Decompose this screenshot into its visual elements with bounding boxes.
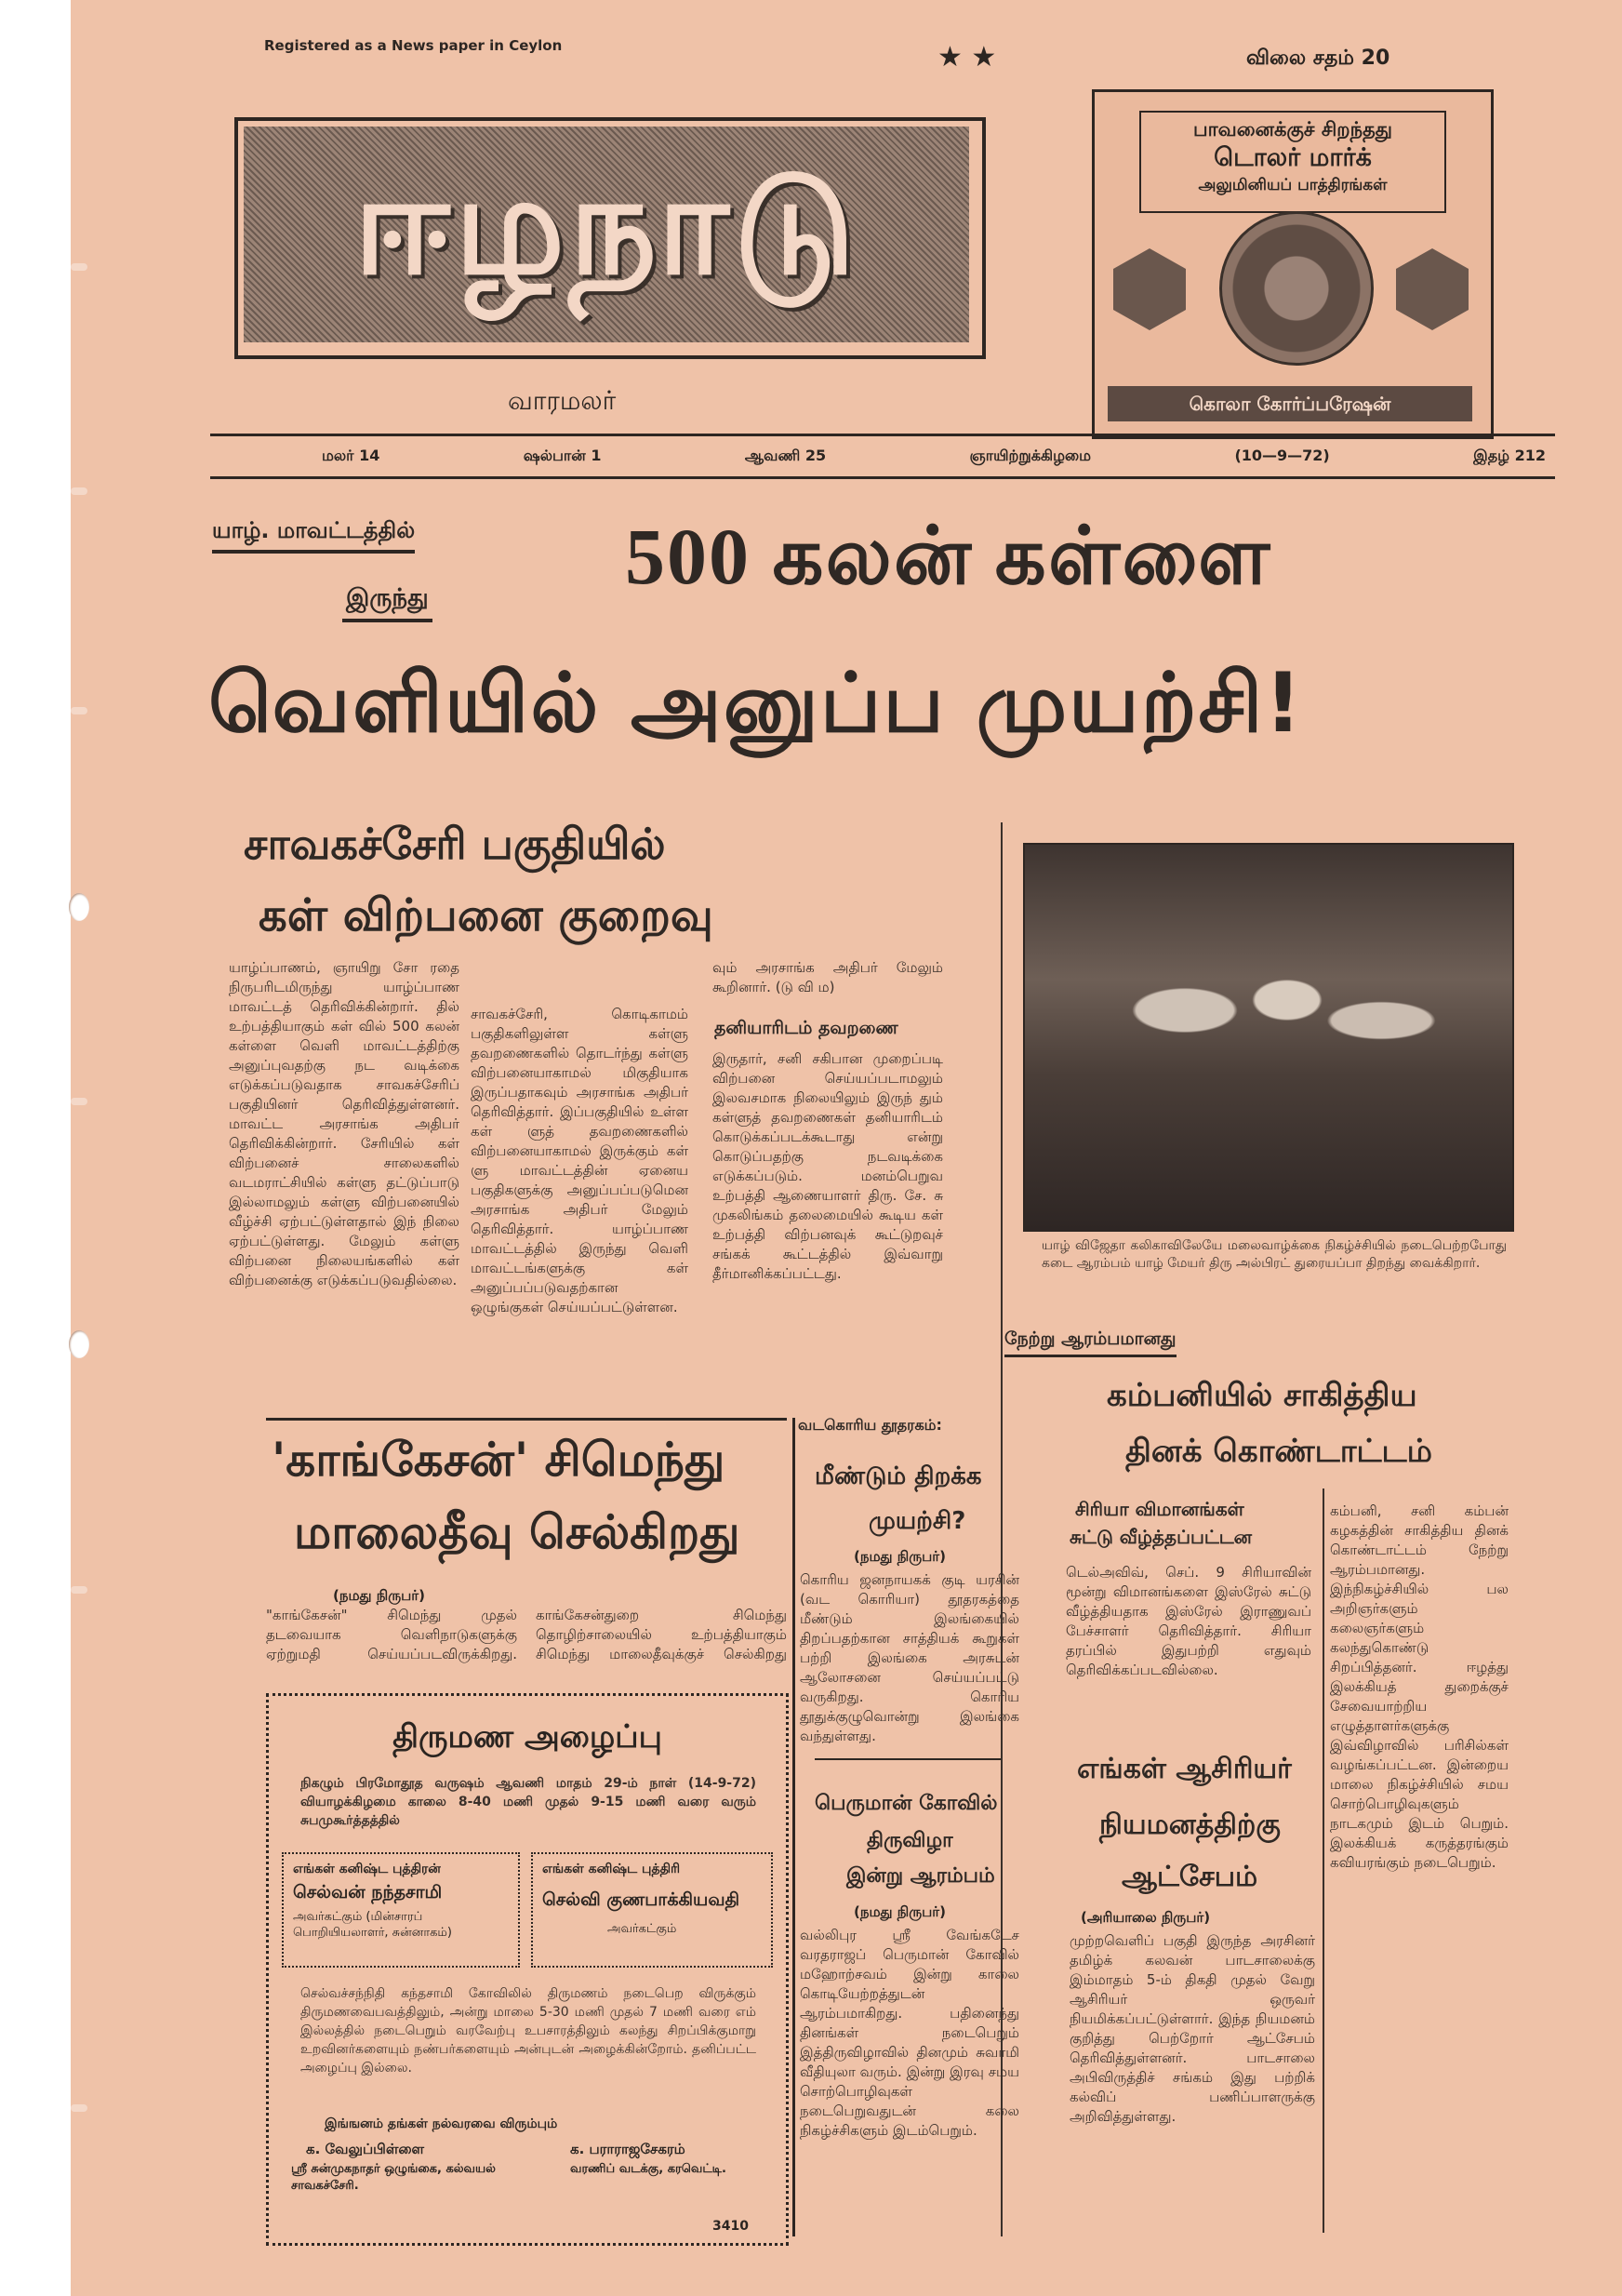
wedding-signer-1-place: ஸ்ரீ சுன்முகநாதர் ஒழுங்கை, கல்வயல் சாவகச்சேரி. — [291, 2162, 496, 2193]
rule — [266, 1418, 787, 1421]
masthead-block — [244, 127, 969, 342]
story-nk-headline-1: மீண்டும் திறக்க — [815, 1462, 982, 1490]
binder-notch — [71, 2104, 87, 2112]
ad-headline-box — [1139, 111, 1446, 213]
story-1-column-3b: இருதார், சனி சகிபான முறைப்படி விற்பனை செய்யப்படாமலும் இலவசமாக நிலையிலும் இருந் தும் கள்ளுத் தவறணைகள் தனியாரிடம் கொடுக்கப்படக்கூடாது என்று கொடுப்பதற்கு நடவடிக்கை எடுக்கப்படும். மனம்பெறுவ உற்பத்தி ஆணையாளர் திரு. சே. சு முகலிங்கம் தலைமையில் கூடிய கள் உற்பத்தி விற்பனவுக் கூட்டுறவுச் சங்கக் கூட்டத்தில் இவ்வாறு தீர்மானிக்கப்பட்டது. — [712, 1050, 943, 1282]
wedding-sign-label: இங்ஙனம் தங்கள் நல்வரவை விரும்பும் — [325, 2116, 558, 2131]
story-1-column-2: சாவகச்சேரி, கொடிகாமம் பகுதிகளிலுள்ள கள்ளு தவறணைகளில் தொடர்ந்து கள்ளு விற்பனையாகாமல் மிகுதியாக இருப்பதாகவும் அரசாங்க அதிபர் தெரிவித்தார். இப்பகுதியில் உள்ள கள் ளுத் தவறணைகளில் விற்பனையாகாமல் இருக்கும் கள் ளு மாவட்டத்தின் ஏனைய பகுதிகளுக்கு அனுப்பப்படுமென அரசாங்க அதிபர் மேலும் தெரிவித்தார். யாழ்ப்பாண மாவட்டத்தில் இருந்து வெளி மாவட்டங்களுக்கு கள் அனுப்பப்படுவதற்கான ஒழுங்குகள் செய்யப்பட்டுள்ளன. — [471, 1006, 688, 1315]
binder-notch — [71, 1586, 87, 1594]
ad-kettle-icon — [1396, 248, 1469, 330]
story-1-column-1: யாழ்ப்பாணம், ஞாயிறு சோ ரதை நிருபரிடமிருந்து யாழ்ப்பாண மாவட்டத் தெரிவிக்கின்றார். தில் உற்பத்தியாகும் கள் வில் 500 கலன் கள்ளை வெளி மாவட்டத்திற்கு அனுப்புவதற்கு நட வடிக்கை எடுக்கப்படுவதாக சாவகச்சேரிப் பகுதியினர் தெரிவித்துள்ளனர். மாவட்ட அரசாங்க அதிபர் தெரிவிக்கின்றார். சேரியில் கள் விற்பனைச் சாலைகளில் வடமராட்சியில் கள்ளு தட்டுப்பாடு இல்லாமலும் கள்ளு விற்பனையில் வீழ்ச்சி ஏற்பட்டுள்ளதால் இந் நிலை ஏற்பட்டுள்ளது. மேலும் கள்ளு விற்பனை நிலையங்களில் கள் விற்பனைக்கு எடுக்கப்படுவதில்லை. — [229, 959, 459, 1288]
column-divider — [1323, 1488, 1324, 2233]
groom-label: எங்கள் கனிஷ்ட புத்திரன் — [293, 1862, 441, 1876]
groom-box — [282, 1852, 520, 1968]
masthead-subtitle: வாரமலர் — [508, 385, 617, 416]
wedding-intro: நிகழும் பிரமோதூத வருஷம் ஆவணி மாதம் 29-ம் நாள் (14-9-72) வியாழக்கிழமை காலை 8-40 மணி முதல் 9-15 மணி வரை வரும் சுபமுகூர்த்தத்தில் — [300, 1776, 756, 1828]
lead-headline-2: வெளியில் அனுப்ப முயற்சி! — [208, 655, 1304, 751]
wedding-body: செல்வச்சந்நிதி கந்தசாமி கோவிலில் திருமணம் நடைபெற விருக்கும் திருமணவைபவத்திலும், அன்று மாலை 5-30 மணி முதல் 7 மணி வரை எம் இல்லத்தில் நடைபெறும் வரவேற்பு உபசாரத்திலும் கலந்து சிறப்பிக்குமாறு உறவினர்களையும் நண்பர்களையும் அன்புடன் அழைக்கின்றோம். தனிப்பட்ட அழைப்பு இல்லை. — [300, 1986, 756, 2076]
story-1-headline-1: சாவகச்சேரி பகுதியில் — [244, 819, 666, 869]
bride-label: எங்கள் கனிஷ்ட புத்திரி — [542, 1862, 681, 1876]
dateline-volume: மலர் 14 — [322, 447, 380, 464]
binder-notch — [71, 263, 87, 271]
star-ornaments: ★ ★ — [937, 41, 997, 73]
advertisement — [1092, 89, 1494, 439]
ad-footer: கொலா கோர்ப்பரேஷன் — [1108, 386, 1472, 421]
story-temple-headline-2: திருவிழா — [867, 1829, 953, 1852]
story-temple-headline-3: இன்று ஆரம்பம் — [846, 1864, 995, 1888]
wedding-signer-2-name: க. பராராஜசேகரம் — [570, 2141, 685, 2157]
story-nk-headline-2: முயற்சி? — [869, 1507, 966, 1535]
story-planes-headline-2: சுட்டு வீழ்த்தப்பட்டன — [1070, 1526, 1253, 1548]
story-cement-headline-2: மாலைதீவு செல்கிறது — [294, 1505, 740, 1559]
story-1-headline-2: கள் விற்பனை குறைவு — [259, 889, 713, 941]
binder-notch — [71, 1098, 87, 1105]
wedding-signer-1-name: க. வேலுப்பிள்ளை — [306, 2141, 425, 2157]
binder-notch — [71, 487, 87, 495]
dateline-tamil-date: ஆவணி 25 — [744, 447, 827, 464]
dateline — [210, 447, 1555, 466]
bride-box — [531, 1852, 773, 1968]
ad-emblem-icon — [1219, 211, 1374, 366]
story-jubilee-headline-2: தினக் கொண்டாட்டம் — [1125, 1433, 1432, 1470]
story-planes-text: டெல்அவிவ், செப். 9 சிரியாவின் மூன்று விமானங்களை இஸ்ரேல் சுட்டு வீழ்த்தியதாக இஸ்ரேல் இராணுவப் பேச்சாளர் தெரிவித்தார். சிரியா தரப்பில் இதுபற்றி எதுவும் தெரிவிக்கப்படவில்லை. — [1066, 1564, 1311, 1678]
groom-name: செல்வன் நந்தசாமி — [293, 1882, 443, 1902]
lead-kicker-2: இருந்து — [342, 584, 432, 622]
dateline-day: ஞாயிற்றுக்கிழமை — [969, 447, 1091, 464]
dateline-number: இதழ் 212 — [1473, 447, 1546, 464]
story-teachers-byline: (அரியாலை நிருபர்) — [1081, 1909, 1211, 1926]
story-planes-headline-1: சிரியா விமானங்கள் — [1075, 1498, 1244, 1520]
ad-pot-icon — [1113, 248, 1186, 330]
rule — [815, 1758, 1001, 1760]
story-teachers-headline-3: ஆட்சேபம் — [1122, 1861, 1258, 1893]
dateline-issue: ஷல்பான் 1 — [523, 447, 602, 464]
bride-name: செல்வி குணபாக்கியவதி — [542, 1889, 740, 1910]
wedding-ad-code: 3410 — [712, 2219, 749, 2234]
newspaper-page — [71, 0, 1622, 2296]
story-nk-byline: (நமது நிருபர்) — [854, 1548, 946, 1565]
photo-figures — [1062, 928, 1471, 1133]
story-temple-text: வல்லிபுர ஸ்ரீ வேங்கடேச வரதராஜப் பெருமான் கோவில் மஹோற்சவம் இன்று காலை கொடியேற்றத்துடன் ஆரம்பமாகிறது. பதினைந்து தினங்கள் நடைபெறும் இத்திருவிழாவில் தினமும் சுவாமி வீதியுலா வரும். இன்று இரவு சமய சொற்பொழிவுகள் நடைபெறுவதுடன் கலை நிகழ்ச்சிகளும் இடம்பெறும். — [800, 1927, 1019, 2139]
lead-headline-1: 500 கலன் கள்ளை — [625, 512, 1272, 601]
binder-hole — [69, 1330, 89, 1358]
story-cement-text: "காங்கேசன்" சிமெந்து முதல் தடவையாக வெளிநாடுகளுக்கு ஏற்றுமதி செய்யப்படவிருக்கிறது. காங்கேசன்துறை சிமெந்து தொழிற்சாலையில் உற்பத்தியாகும் சிமெந்து மாலைதீவுக்குச் செல்கிறது — [266, 1607, 787, 1662]
price-label: விலை சதம் 20 — [1246, 47, 1390, 70]
news-photo — [1023, 843, 1514, 1232]
ad-line-1: பாவனைக்குச் சிறந்தது — [1193, 118, 1392, 140]
wedding-title: திருமண அழைப்பு — [392, 1718, 662, 1755]
story-temple-byline: (நமது நிருபர்) — [854, 1903, 946, 1920]
story-teachers-text: முற்றவெளிப் பகுதி இருந்த அரசினர் தமிழ்க் கலவன் பாடசாலைக்கு இம்மாதம் 5-ம் திகதி முதல் வேறு ஆசிரியர் ஒருவர் நியமிக்கப்பட்டுள்ளார். இந்த நியமனம் குறித்து பெற்றோர் ஆட்சேபம் தெரிவித்துள்ளனர். பாடசாலை அபிவிருத்திச் சங்கம் இது பற்றிக் கல்விப் பணிப்பாளருக்கு அறிவித்துள்ளது. — [1070, 1932, 1315, 2125]
rule — [210, 434, 1555, 436]
story-nk-text: கொரிய ஜனநாயகக் குடி யரசின் (வட கொரியா) தூதரகத்தை மீண்டும் இலங்கையில் திறப்பதற்கான சாத்தியக் கூறுகள் பற்றி இலங்கை அரசுடன் ஆலோசனை செய்யப்பட்டு வருகிறது. கொரிய தூதுக்குழுவொன்று இலங்கை வந்துள்ளது. — [800, 1571, 1019, 1743]
story-jubilee-label: நேற்று ஆரம்பமானது — [1004, 1328, 1177, 1357]
column-divider — [792, 1418, 795, 2236]
ad-line-3: அலுமினியப் பாத்திரங்கள் — [1198, 176, 1388, 194]
masthead-title: ஈழநாடு — [353, 145, 859, 305]
wedding-signer-2-place: வரணிப் வடக்கு, கரவெட்டி. — [570, 2162, 726, 2176]
ad-line-2: டொலர் மார்க் — [1214, 143, 1372, 172]
story-temple-headline-1: பெருமான் கோவில் — [815, 1792, 998, 1815]
story-1-subhead: தனியாரிடம் தவறணை — [714, 1018, 898, 1038]
wedding-invitation — [266, 1693, 789, 2246]
rule — [210, 476, 1555, 479]
dateline-date: (10—9—72) — [1234, 447, 1330, 464]
story-cement-byline: (நமது நிருபர்) — [333, 1587, 425, 1604]
registration-note: Registered as a News paper in Ceylon — [264, 37, 563, 54]
story-jubilee-headline-1: கம்பனியில் சாகித்திய — [1107, 1377, 1417, 1414]
story-nk-kicker: வடகொரிய தூதரகம்: — [798, 1416, 942, 1434]
story-1-column-3a: வும் அரசாங்க அதிபர் மேலும் கூறினார். (டு வி ம) — [712, 959, 943, 995]
story-teachers-headline-2: நியமனத்திற்கு — [1099, 1809, 1281, 1841]
story-cement-headline-1: 'காங்கேசன்' சிமெந்து — [272, 1433, 725, 1487]
lead-kicker-1: யாழ். மாவட்டத்தில் — [212, 517, 415, 554]
story-jubilee-text: கம்பனி, சனி கம்பன் கழகத்தின் சாகித்திய தினக் கொண்டாட்டம் நேற்று ஆரம்பமானது. இந்நிகழ்ச்சியில் பல அறிஞர்களும் கலைஞர்களும் கலந்துகொண்டு சிறப்பித்தனர். ஈழத்து இலக்கியத் துறைக்குச் சேவையாற்றிய எழுத்தாளர்களுக்கு இவ்விழாவில் பரிசில்கள் வழங்கப்பட்டன. இன்றைய மாலை நிகழ்ச்சியில் சமய சொற்பொழிவுகளும் நாடகமும் இடம் பெறும். இலக்கியக் கருத்தரங்கும் கவியரங்கும் நடைபெறும். — [1330, 1502, 1509, 1871]
photo-caption: யாழ் விஜேதா கலிகாவிலேயே மலைவாழ்க்கை நிகழ்ச்சியில் நடைபெற்றபோது கடை ஆரம்பம் யாழ் மேயர் திரு அல்பிரட் துரையப்பா திறந்து வைக்கிறார். — [1042, 1238, 1507, 1271]
binder-hole — [69, 893, 89, 921]
bride-detail: அவர்கட்கும் — [607, 1922, 677, 1936]
groom-detail: அவர்கட்கும் (மின்சாரப் பொறியியலாளர், சுன்னாகம்) — [293, 1910, 452, 1940]
story-teachers-headline-1: எங்கள் ஆசிரியர் — [1077, 1753, 1292, 1785]
binder-notch — [71, 707, 87, 714]
